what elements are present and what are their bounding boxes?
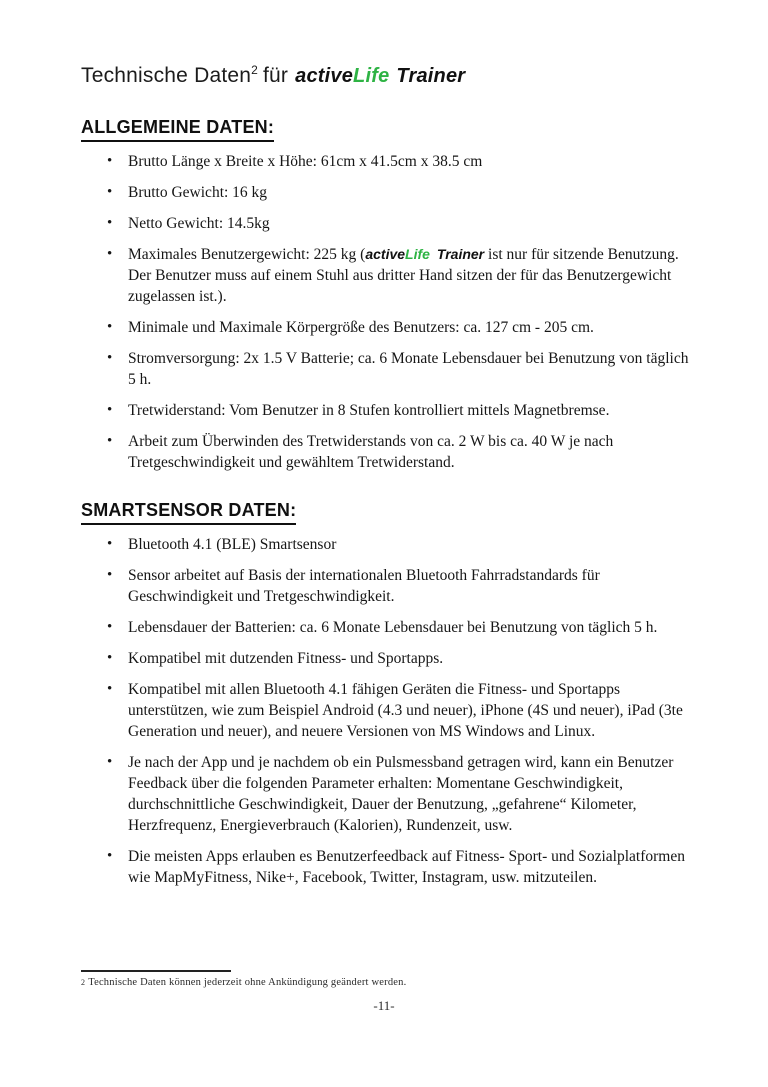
section-heading-text: SMARTSENSOR DATEN: [81,500,296,525]
page-title [81,62,712,90]
list-item: • Sensor arbeitet auf Basis der internationalen Bluetooth Fahrradstandards für Geschwindigkeit und Tretgeschwindigkeit. [105,565,693,607]
brand-logo [365,246,484,262]
brand-part-trainer: Trainer [436,246,485,262]
list-item: • Arbeit zum Überwinden des Tretwiderstands von ca. 2 W bis ca. 40 W je nach Tretgeschwindigkeit und gewähltem Tretwiderstand. [105,431,693,473]
list-item: • Tretwiderstand: Vom Benutzer in 8 Stufen kontrolliert mittels Magnetbremse. [105,400,693,421]
bullet-list [81,151,712,473]
list-item: • Bluetooth 4.1 (BLE) Smartsensor [105,534,693,555]
section-heading-text: ALLGEMEINE DATEN: [81,117,274,142]
brand-part-life: Life [405,246,430,262]
title-footnote-ref: 2 [251,63,259,77]
list-item: • Die meisten Apps erlauben es Benutzerfeedback auf Fitness- Sport- und Sozialplatformen wie MapMyFitness, Nike+, Facebook, Twitter, Instagram, usw. mitzuteilen. [105,846,693,888]
footnote-text: Technische Daten können jederzeit ohne Ankündigung geändert werden. [88,977,407,988]
section-heading [81,117,712,142]
list-item: • Maximales Benutzergewicht: 225 kg (activeLife Trainer ist nur für sitzende Benutzung. Der Benutzer muss auf einem Stuhl aus dritter Hand sitzen der für das Benutzergewicht zugelassen ist.). [105,244,693,307]
list-item: • Kompatibel mit dutzenden Fitness- und Sportapps. [105,648,693,669]
brand-logo [295,65,465,87]
footnote-marker: 2 [81,978,86,987]
section-heading [81,500,712,525]
list-item: • Brutto Länge x Breite x Höhe: 61cm x 41.5cm x 38.5 cm [105,151,693,172]
bullet-list [81,534,712,888]
footnote-separator [81,970,231,972]
list-item: • Kompatibel mit allen Bluetooth 4.1 fähigen Geräten die Fitness- und Sportapps unterstützen, wie zum Beispiel Android (4.3 und neuer), iPhone (4S und neuer), iPad (3te Generation und neuer), and neuere Versionen von MS Windows and Linux. [105,679,693,742]
list-item: • Brutto Gewicht: 16 kg [105,182,693,203]
title-text: Technische Daten [81,64,252,87]
page-number: -11- [373,998,395,1013]
list-item: • Lebensdauer der Batterien: ca. 6 Monate Lebensdauer bei Benutzung von täglich 5 h. [105,617,693,638]
list-item: • Je nach der App und je nachdem ob ein Pulsmessband getragen wird, kann ein Benutzer Feedback über die folgenden Parameter erhalten: Momentane Geschwindigkeit, durchschnittliche Geschwindigkeit, Dauer der Benutzung, „gefahrene“ Kilometer, Herzfrequenz, Energieverbrauch (Kalorien), Rundenzeit, usw. [105,752,693,836]
brand-part-active: active [365,246,406,262]
list-item: • Netto Gewicht: 14.5kg [105,213,693,234]
footnote [81,977,406,988]
sections-container [81,117,712,888]
list-item: • Minimale und Maximale Körpergröße des Benutzers: ca. 127 cm - 205 cm. [105,317,693,338]
brand-part-life: Life [353,65,390,87]
brand-part-active: active [295,65,354,87]
title-connector: für [263,64,289,87]
brand-part-trainer: Trainer [396,65,466,87]
list-item: • Stromversorgung: 2x 1.5 V Batterie; ca. 6 Monate Lebensdauer bei Benutzung von täglich 5 h. [105,348,693,390]
